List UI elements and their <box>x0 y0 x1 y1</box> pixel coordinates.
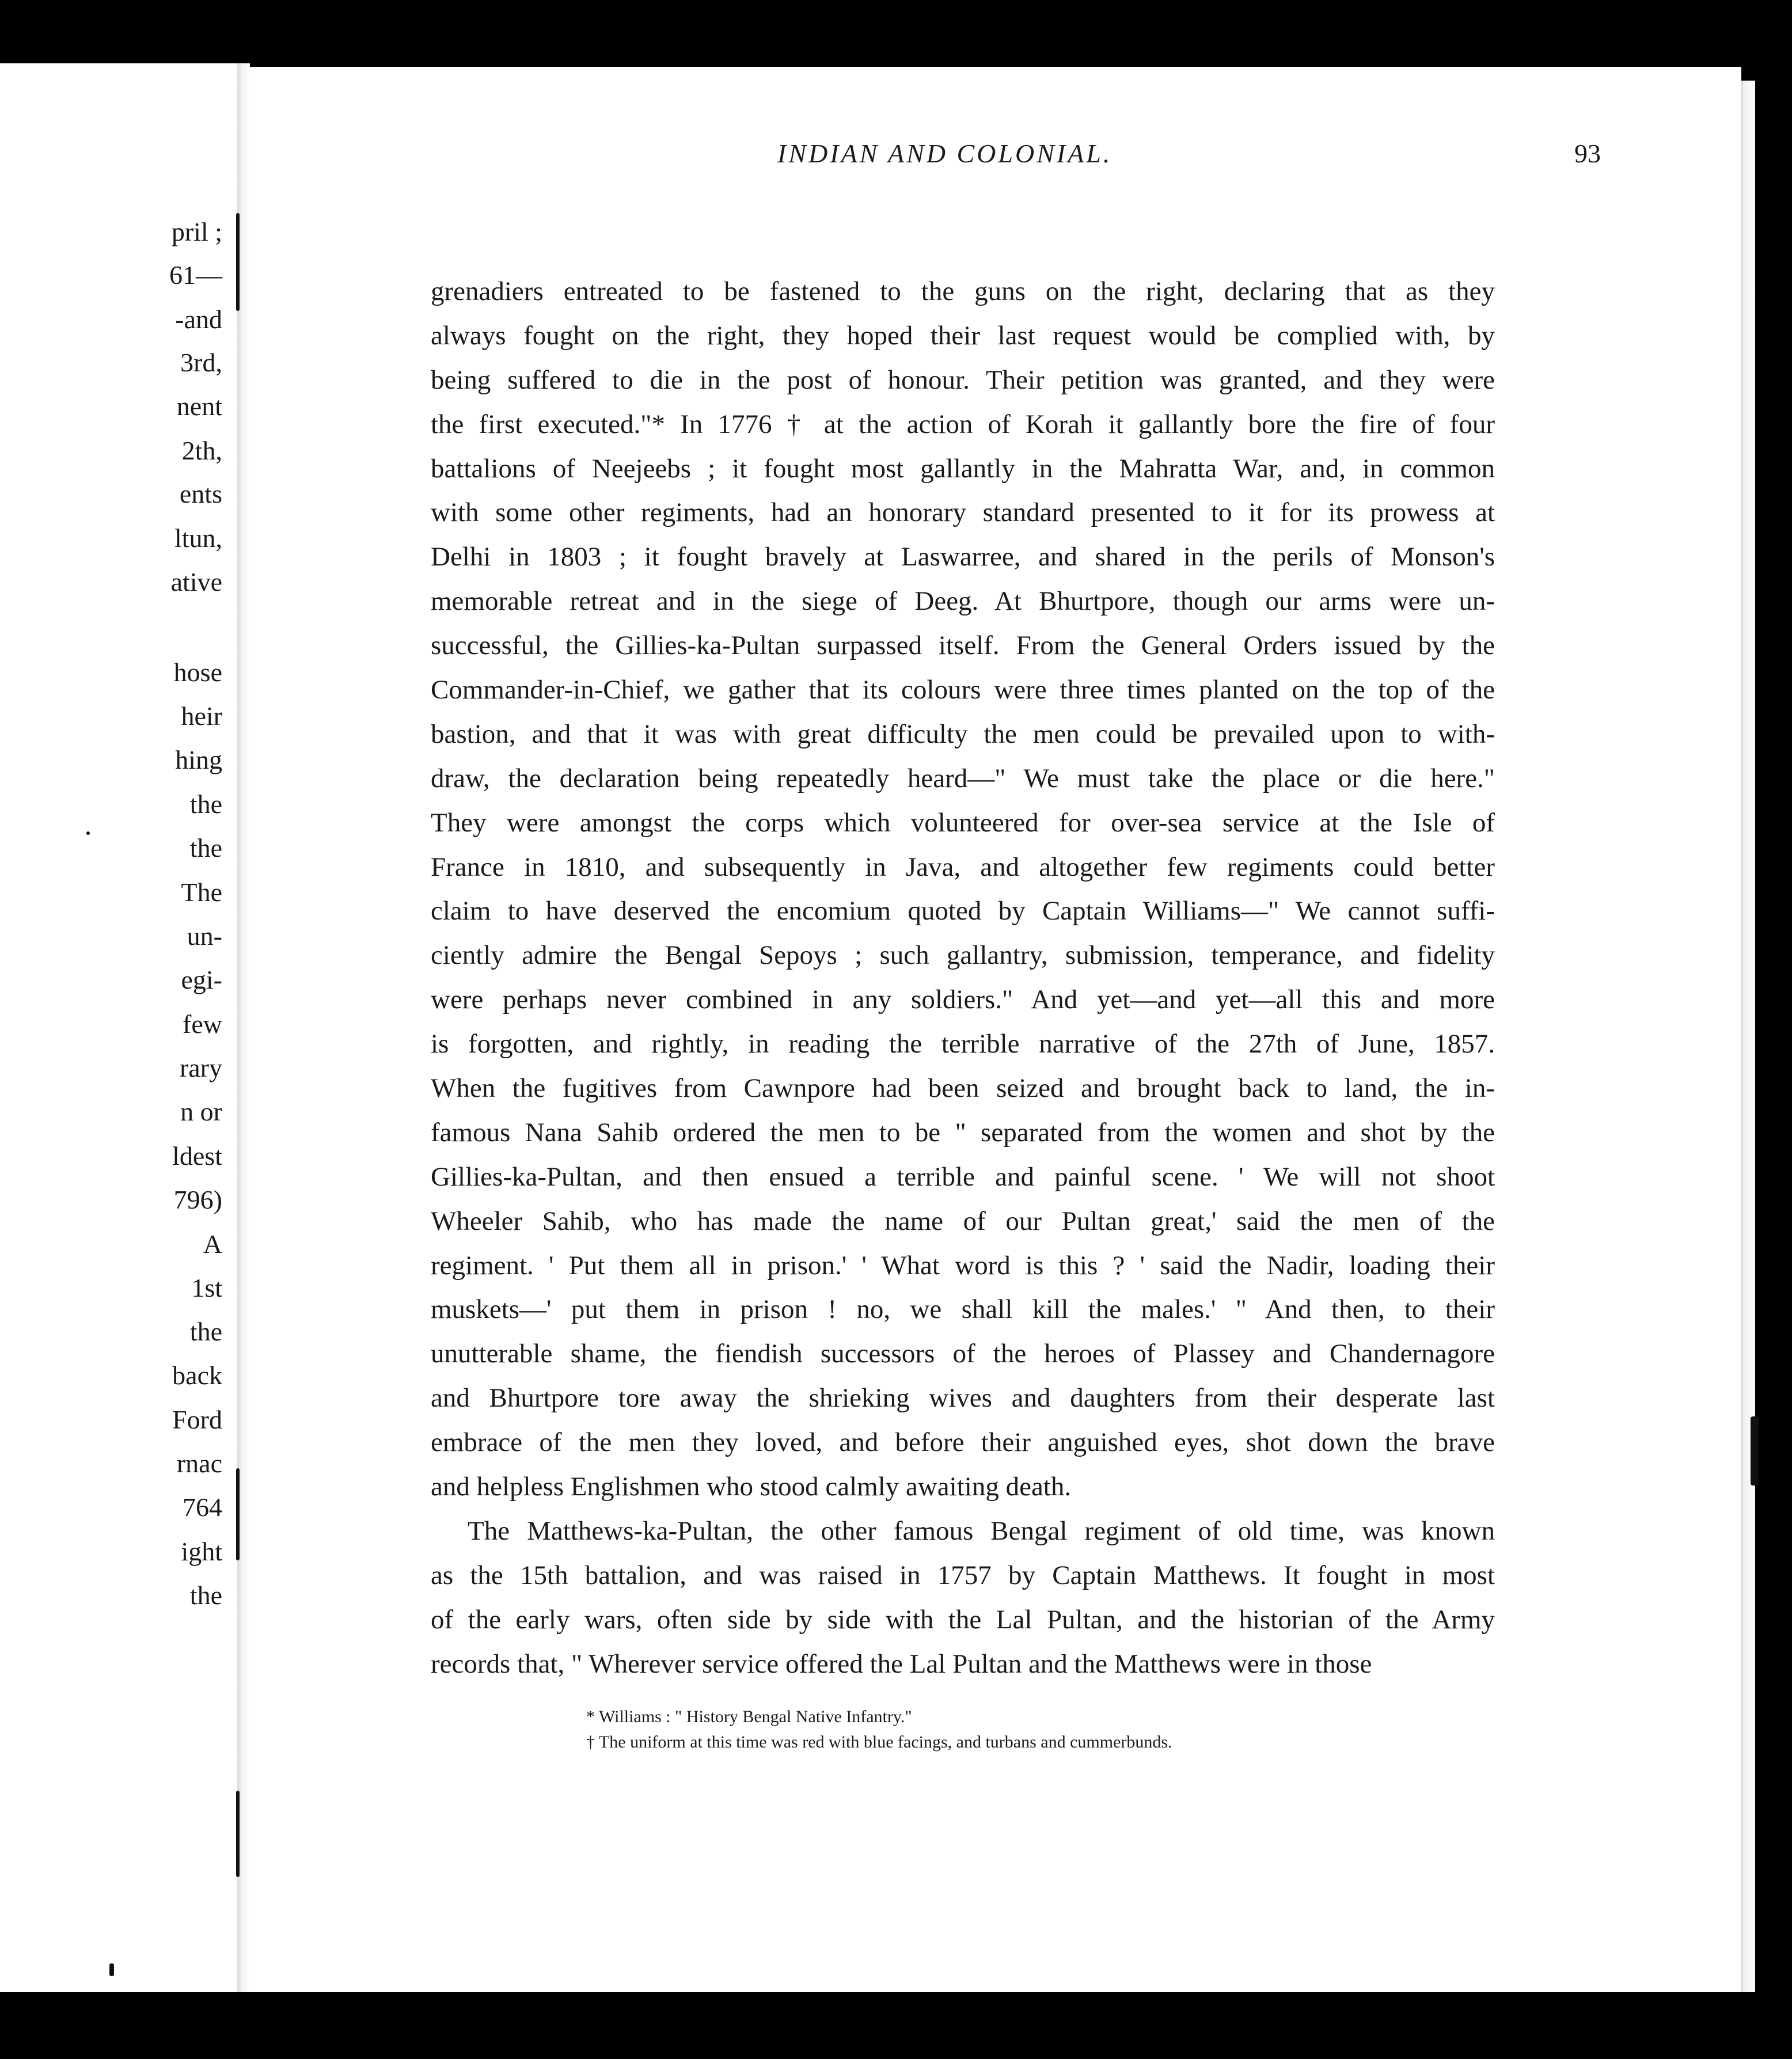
text-line: is forgotten, and rightly, in reading the terrible narrative of the 27th of June, 1857. <box>431 1029 1495 1059</box>
facing-page-fragment: un- <box>187 921 222 951</box>
book-spine <box>237 63 250 1992</box>
text-line: battalions of Neejeebs ; it fought most gallantly in the Mahratta War, and, in common <box>431 453 1495 484</box>
facing-page-fragment: rary <box>179 1053 222 1082</box>
text-line: records that, " Wherever service offered the Lal Pultan and the Matthews were in those <box>431 1648 1372 1679</box>
text-line: unutterable shame, the fiendish successors of the heroes of Plassey and Chandernagore <box>431 1339 1495 1369</box>
text-line: Gillies-ka-Pultan, and then ensued a terrible and painful scene. ' We will not shoot <box>431 1161 1495 1192</box>
text-line: always fought on the right, they hoped their last request would be complied with, by <box>431 320 1495 351</box>
facing-page-fragment: the <box>189 833 222 863</box>
footnote: * Williams : " History Bengal Native Infantry." <box>586 1707 912 1726</box>
facing-page-fragment: 3rd, <box>180 348 222 377</box>
facing-page-fragment: hose <box>173 658 222 687</box>
running-head <box>426 138 1601 190</box>
facing-page-fragment: egi- <box>181 965 222 994</box>
text-line: They were amongst the corps which volunteered for over-sea service at the Isle of <box>431 807 1495 838</box>
text-line: Delhi in 1803 ; it fought bravely at Laswarree, and shared in the perils of Monson's <box>431 542 1495 572</box>
spine-mark <box>236 1468 240 1560</box>
facing-page-fragment: The <box>181 877 222 907</box>
text-line: being suffered to die in the post of honour. Their petition was granted, and they were <box>431 364 1495 395</box>
text-line: When the fugitives from Cawnpore had been seized and brought back to land, the in- <box>431 1073 1495 1104</box>
facing-page-fragment: ative <box>170 567 222 597</box>
text-line: Wheeler Sahib, who has made the name of our Pultan great,' said the men of the <box>431 1206 1495 1236</box>
text-line: of the early wars, often side by side with the Lal Pultan, and the historian of the Army <box>431 1604 1495 1635</box>
text-line: ciently admire the Bengal Sepoys ; such gallantry, submission, temperance, and fidelity <box>431 940 1495 971</box>
facing-page-fragment: -and <box>175 305 222 334</box>
text-line: claim to have deserved the encomium quoted by Captain Williams—" We cannot suffi- <box>431 896 1495 926</box>
facing-page-fragment: few <box>183 1009 222 1039</box>
facing-page-fragment: 796) <box>173 1185 222 1214</box>
facing-page-fragment: the <box>189 1581 222 1610</box>
facing-page-fragment: the <box>189 1317 222 1346</box>
facing-page-fragment: Ford <box>172 1405 222 1434</box>
text-line: embrace of the men they loved, and before their anguished eyes, shot down the brave <box>431 1427 1495 1458</box>
facing-page-fragment: rnac <box>176 1449 222 1478</box>
facing-page-fragment: n or <box>180 1097 222 1126</box>
facing-page-fragment: ents <box>179 479 222 508</box>
text-line: with some other regiments, had an honorary standard presented to it for its prowess at <box>431 497 1495 528</box>
text-line: famous Nana Sahib ordered the men to be " separated from the women and shot by the <box>431 1117 1495 1148</box>
page-number: 93 <box>1574 139 1601 168</box>
facing-page-fragment: 2th, <box>181 436 222 465</box>
body-text <box>431 269 1495 1686</box>
facing-page-fragment: the <box>189 789 222 819</box>
text-line: and helpless Englishmen who stood calmly awaiting death. <box>431 1472 1072 1502</box>
text-line: grenadiers entreated to be fastened to the guns on the right, declaring that as they <box>431 276 1495 306</box>
text-line: memorable retreat and in the siege of Deeg. At Bhurtpore, though our arms were un- <box>431 586 1495 617</box>
running-title: INDIAN AND COLONIAL. <box>777 139 1113 168</box>
page-edge <box>1741 81 1755 1992</box>
text-line: as the 15th battalion, and was raised in 1757 by Captain Matthews. It fought in most <box>431 1560 1495 1590</box>
text-line: Commander-in-Chief, we gather that its colours were three times planted on the top of the <box>431 675 1495 705</box>
scan-speck <box>1751 1416 1759 1486</box>
scan-speck <box>109 1963 114 1976</box>
text-line: France in 1810, and subsequently in Java, and altogether few regiments could better <box>431 852 1495 882</box>
spine-mark <box>236 213 240 311</box>
text-line: regiment. ' Put them all in prison.' ' What word is this ? ' said the Nadir, loading their <box>431 1250 1495 1281</box>
facing-page-fragment: nent <box>176 392 222 421</box>
facing-page-fragment: heir <box>181 701 222 731</box>
facing-page-fragment: 1st <box>191 1273 222 1302</box>
facing-page-fragment: hing <box>175 745 222 774</box>
facing-page-fragment: ltun, <box>174 523 222 553</box>
text-line: the first executed."* In 1776 † at the action of Korah it gallantly bore the fire of four <box>431 409 1495 439</box>
footnotes <box>586 1704 1404 1755</box>
facing-page-fragment: 764 <box>183 1492 222 1522</box>
facing-page <box>0 63 237 1992</box>
footnote: † The uniform at this time was red with blue facings, and turbans and cummerbunds. <box>586 1733 1172 1752</box>
text-line: muskets—' put them in prison ! no, we shall kill the males.' " And then, to their <box>431 1294 1495 1325</box>
facing-page-fragment: A <box>203 1229 222 1259</box>
text-line: bastion, and that it was with great difficulty the men could be prevailed upon to with- <box>431 719 1495 749</box>
text-line: successful, the Gillies-ka-Pultan surpassed itself. From the General Orders issued by the <box>431 630 1495 661</box>
facing-page-fragment: pril ; <box>171 217 222 246</box>
facing-page-fragment: ldest <box>172 1141 222 1171</box>
spine-mark <box>236 1791 240 1877</box>
facing-page-fragment: 61— <box>169 260 222 290</box>
text-line: and Bhurtpore tore away the shrieking wives and daughters from their desperate last <box>431 1383 1495 1414</box>
text-line: draw, the declaration being repeatedly heard—" We must take the place or die here." <box>431 763 1495 793</box>
text-line: The Matthews-ka-Pultan, the other famous Bengal regiment of old time, was known <box>468 1515 1495 1546</box>
scan-speck <box>86 831 90 835</box>
facing-page-fragment: ight <box>181 1537 222 1566</box>
text-line: were perhaps never combined in any soldiers." And yet—and yet—all this and more <box>431 985 1495 1015</box>
facing-page-fragment: back <box>172 1361 222 1390</box>
